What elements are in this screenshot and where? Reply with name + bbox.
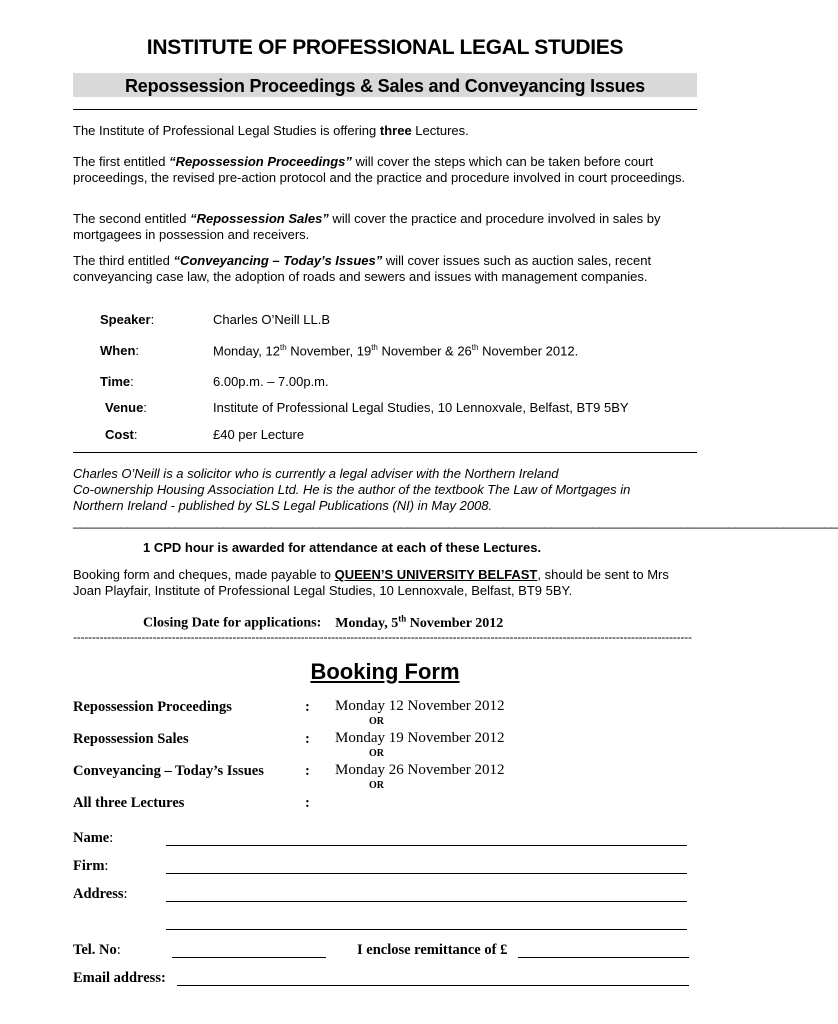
venue-value: Institute of Professional Legal Studies, 10 Lennoxvale, Belfast, BT9 5BY — [213, 400, 629, 415]
lecture-description-3 — [73, 253, 697, 285]
name-input[interactable] — [166, 845, 687, 846]
lecture-name: “Conveyancing – Today’s Issues” — [173, 253, 383, 268]
remittance-label: I enclose remittance of £ — [357, 942, 508, 958]
when-value: Monday, 12th November, 19th November & 26th November 2012. — [213, 343, 579, 359]
document-subtitle: Repossession Proceedings & Sales and Conveyancing Issues — [125, 76, 645, 96]
intro-text: The Institute of Professional Legal Studies is offering — [73, 123, 380, 138]
tel-input[interactable] — [172, 957, 326, 958]
address-label: Address: — [73, 886, 128, 902]
lecture-text: will cover the steps which can be taken before court proceedings, the revised pre-action protocol and the practice and procedure involved in court proceedings. — [73, 154, 686, 185]
speaker-bio-line-3: Northern Ireland - published by SLS Legal Publications (NI) in May 2008. — [73, 498, 493, 513]
tel-label: Tel. No: — [73, 942, 121, 958]
option-date: Monday 26 November 2012 — [335, 762, 505, 778]
dash-separator: ------------------------------------------------------------------------------------------------------------------------------------------------------------------- — [73, 630, 692, 644]
lecture-intro: The first entitled — [73, 154, 170, 169]
speaker-bio-line-1: Charles O’Neill is a solicitor who is currently a legal adviser with the Northern Ireland — [73, 466, 559, 481]
option-date: Monday 12 November 2012 — [335, 698, 505, 714]
firm-label: Firm: — [73, 858, 109, 874]
email-input[interactable] — [177, 985, 689, 986]
intro-paragraph — [73, 123, 697, 139]
option-repossession-proceedings: Repossession Proceedings — [73, 699, 232, 715]
time-value: 6.00p.m. – 7.00p.m. — [213, 374, 329, 389]
lecture-text: will cover the practice and procedure involved in sales by mortgagees in possession and receivers. — [73, 211, 661, 242]
closing-date-label: Closing Date for applications: — [143, 615, 322, 631]
option-repossession-sales: Repossession Sales — [73, 731, 189, 747]
remittance-input[interactable] — [518, 957, 689, 958]
or-separator: OR — [369, 716, 384, 727]
venue-label: Venue: — [105, 400, 147, 415]
closing-date — [143, 613, 503, 632]
option-conveyancing: Conveyancing – Today’s Issues — [73, 763, 264, 779]
lecture-description-1 — [73, 154, 697, 186]
speaker-value: Charles O’Neill LL.B — [213, 312, 331, 327]
lecture-text: will cover issues such as auction sales, recent conveyancing case law, the adoption of roads and sewers and issues with management companies. — [73, 253, 652, 284]
option-colon[interactable]: : — [305, 795, 310, 811]
divider — [73, 452, 697, 453]
option-colon[interactable]: : — [305, 763, 310, 779]
time-label: Time: — [100, 374, 134, 389]
closing-date-value: Monday, 5th November 2012 — [335, 613, 504, 631]
or-separator: OR — [369, 748, 384, 759]
cost-label: Cost: — [105, 427, 138, 442]
document-title: INSTITUTE OF PROFESSIONAL LEGAL STUDIES — [146, 36, 624, 59]
option-date: Monday 19 November 2012 — [335, 730, 505, 746]
option-all-three-lectures: All three Lectures — [73, 795, 185, 811]
option-colon[interactable]: : — [305, 731, 310, 747]
email-label: Email address: — [73, 970, 166, 986]
booking-form-title: Booking Form — [310, 659, 460, 684]
underscore-separator: ________________________________________________________________________________________________________________ — [73, 514, 838, 529]
speaker-bio-line-2: Co-ownership Housing Association Ltd. He is the author of the textbook The Law of Mortgages in — [73, 482, 631, 497]
option-colon[interactable]: : — [305, 699, 310, 715]
lecture-name: “Repossession Proceedings” — [169, 154, 352, 169]
address-input-line-2[interactable] — [166, 929, 687, 930]
lecture-count: three — [379, 123, 412, 138]
payee-name: QUEEN’S UNIVERSITY BELFAST — [334, 567, 538, 582]
lecture-intro: The third entitled — [73, 253, 174, 268]
cpd-notice: 1 CPD hour is awarded for attendance at each of these Lectures. — [143, 540, 542, 555]
firm-input[interactable] — [166, 873, 687, 874]
speaker-label: Speaker: — [100, 312, 155, 327]
address-input-line-1[interactable] — [166, 901, 687, 902]
divider — [73, 109, 697, 110]
payment-instructions: Booking form and cheques, made payable to QUEEN’S UNIVERSITY BELFAST, should be sent to Mrs Joan Playfair, Institute of Professional Legal Studies, 10 Lennoxvale, Belfast, BT9 5BY. — [73, 567, 669, 598]
or-separator: OR — [369, 780, 384, 791]
lecture-description-2 — [73, 211, 697, 243]
lecture-intro: The second entitled — [73, 211, 191, 226]
cost-value: £40 per Lecture — [213, 427, 305, 442]
intro-text-end: Lectures. — [411, 123, 469, 138]
name-label: Name: — [73, 830, 114, 846]
when-label: When: — [100, 343, 140, 358]
lecture-name: “Repossession Sales” — [190, 211, 329, 226]
